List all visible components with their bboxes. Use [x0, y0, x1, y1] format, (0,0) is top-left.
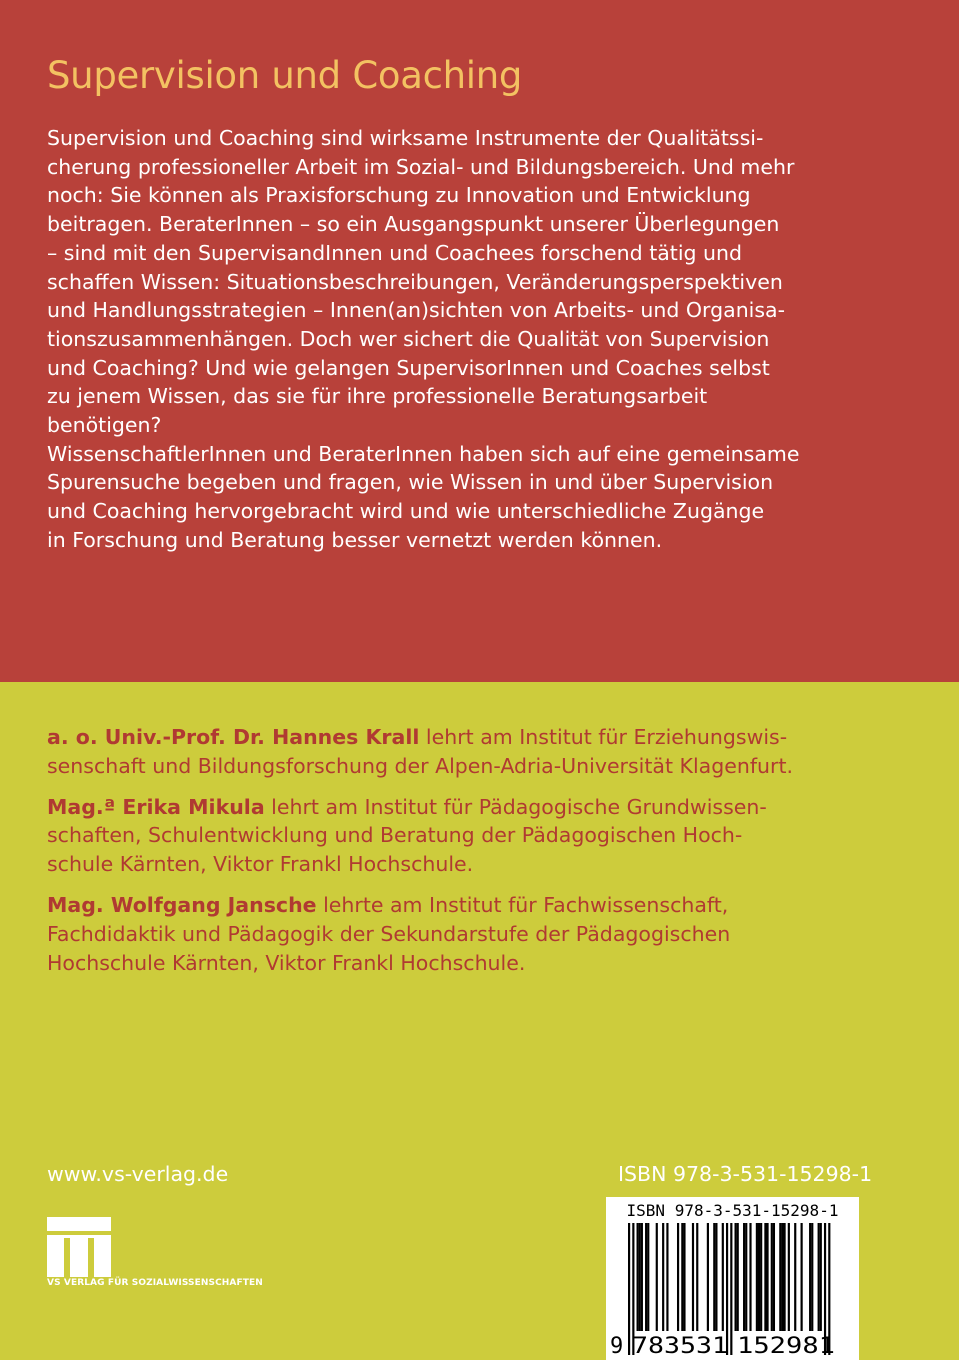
- barcode-first-digit: 9: [610, 1334, 624, 1359]
- barcode-bar: [756, 1223, 758, 1331]
- barcode-bar: [811, 1223, 813, 1331]
- barcode-bar: [737, 1223, 739, 1331]
- description-line: in Forschung und Beratung besser vernetzt werden können.: [47, 527, 663, 552]
- barcode-bar: [666, 1223, 668, 1331]
- barcode-bar: [771, 1223, 773, 1331]
- barcode-bar: [745, 1223, 747, 1331]
- barcode-bar: [656, 1223, 658, 1331]
- description-line: schaffen Wissen: Situationsbeschreibungen, Veränderungsperspektiven: [47, 269, 783, 294]
- barcode-bar: [818, 1223, 820, 1331]
- barcode-bar: [683, 1223, 685, 1331]
- barcode-bar: [637, 1223, 639, 1331]
- author-bio: [47, 723, 927, 781]
- description-line: und Coaching hervorgebracht wird und wie unterschiedliche Zugänge: [47, 499, 765, 524]
- description-line: Spurensuche begeben und fragen, wie Wissen in und über Supervision: [47, 470, 774, 495]
- author-bio-line: [47, 891, 927, 920]
- barcode-bar: [809, 1223, 811, 1331]
- barcode-bar: [641, 1223, 643, 1331]
- description-line: und Handlungsstrategien – Innen(an)sichten von Arbeits- und Organisa-: [47, 298, 786, 323]
- barcode-bar: [662, 1223, 664, 1331]
- description-line: beitragen. BeraterInnen – so ein Ausgangspunkt unserer Überlegungen: [47, 212, 780, 237]
- barcode-digits: [606, 1330, 859, 1360]
- barcode-isbn-text: ISBN 978-3-531-15298-1: [626, 1201, 839, 1220]
- barcode-bar: [645, 1223, 647, 1331]
- description-line: und Coaching? Und wie gelangen SupervisorInnen und Coaches selbst: [47, 355, 770, 380]
- author-bio-text: lehrte am Institut für Fachwissenschaft,: [316, 892, 729, 917]
- barcode-bar: [696, 1223, 698, 1331]
- isbn-barcode: [606, 1197, 859, 1360]
- publisher-logo-text: VS VERLAG FÜR SOZIALWISSENSCHAFTEN: [47, 1278, 263, 1288]
- barcode-bar: [781, 1223, 783, 1331]
- description-line: zu jenem Wissen, das sie für ihre professionelle Beratungsarbeit: [47, 384, 708, 409]
- author-bio-line: Fachdidaktik und Pädagogik der Sekundarstufe der Pädagogischen: [47, 921, 731, 946]
- barcode-bar: [801, 1223, 803, 1331]
- description-line: – sind mit den SupervisandInnen und Coachees forschend tätig und: [47, 240, 743, 265]
- barcode-bar: [764, 1223, 766, 1331]
- author-bio-line: [47, 793, 927, 822]
- barcode-right-digits: 152981: [737, 1334, 835, 1359]
- barcode-bar: [722, 1223, 724, 1331]
- barcode-bar: [758, 1223, 760, 1331]
- barcode-left-digits: 783531: [632, 1334, 728, 1359]
- description-line: WissenschaftlerInnen und BeraterInnen haben sich auf eine gemeinsame: [47, 441, 800, 466]
- author-bio: [47, 793, 927, 879]
- author-bio-line: [47, 723, 927, 752]
- barcode-bar: [766, 1223, 768, 1331]
- author-bio-line: schule Kärnten, Viktor Frankl Hochschule.: [47, 852, 474, 877]
- description-line: cherung professioneller Arbeit im Sozial- und Bildungsbereich. Und mehr: [47, 154, 795, 179]
- author-name: Mag. Wolfgang Jansche: [47, 892, 317, 917]
- author-bio-line: schaften, Schulentwicklung und Beratung der Pädagogischen Hoch-: [47, 823, 743, 848]
- author-name: a. o. Univ.-Prof. Dr. Hannes Krall: [47, 725, 420, 749]
- author-bio-line: Hochschule Kärnten, Viktor Frankl Hochschule.: [47, 950, 526, 975]
- book-title: Supervision und Coaching: [47, 54, 523, 97]
- barcode-bar: [639, 1223, 641, 1331]
- barcode-bar: [783, 1223, 785, 1331]
- description-line: tionszusammenhängen. Doch wer sichert die Qualität von Supervision: [47, 326, 770, 351]
- barcode-bar: [749, 1223, 751, 1331]
- barcode-bar: [743, 1223, 745, 1331]
- barcode-bar: [779, 1223, 781, 1331]
- barcode-bar: [788, 1223, 790, 1331]
- description-line: Supervision und Coaching sind wirksame Instrumente der Qualitätssi-: [47, 126, 764, 150]
- description-line: benötigen?: [47, 413, 162, 438]
- author-name: Mag.ª Erika Mikula: [47, 794, 265, 819]
- barcode-bar: [715, 1223, 717, 1331]
- barcode-bar: [735, 1223, 737, 1331]
- publisher-logo-icon: [47, 1217, 111, 1277]
- barcode-bar: [820, 1223, 822, 1331]
- barcode-bar: [692, 1223, 694, 1331]
- barcode-bar: [677, 1223, 679, 1331]
- barcode-bar: [760, 1223, 762, 1331]
- publisher-website[interactable]: www.vs-verlag.de: [47, 1162, 229, 1186]
- book-description: [47, 124, 927, 555]
- barcode-bar: [713, 1223, 715, 1331]
- isbn-number: ISBN 978-3-531-15298-1: [618, 1162, 873, 1186]
- barcode-bar: [773, 1223, 775, 1331]
- author-bio-line: senschaft und Bildungsforschung der Alpen-Adria-Universität Klagenfurt.: [47, 753, 794, 778]
- author-bio-text: lehrt am Institut für Erziehungswis-: [419, 725, 788, 749]
- author-bio: [47, 891, 927, 977]
- author-bio-text: lehrt am Institut für Pädagogische Grundwissen-: [264, 794, 767, 819]
- barcode-bar: [794, 1223, 796, 1331]
- barcode-bar: [707, 1223, 709, 1331]
- barcode-bar: [647, 1223, 649, 1331]
- author-bios: [47, 723, 927, 989]
- description-line: noch: Sie können als Praxisforschung zu Innovation und Entwicklung: [47, 183, 751, 208]
- barcode-bar: [681, 1223, 683, 1331]
